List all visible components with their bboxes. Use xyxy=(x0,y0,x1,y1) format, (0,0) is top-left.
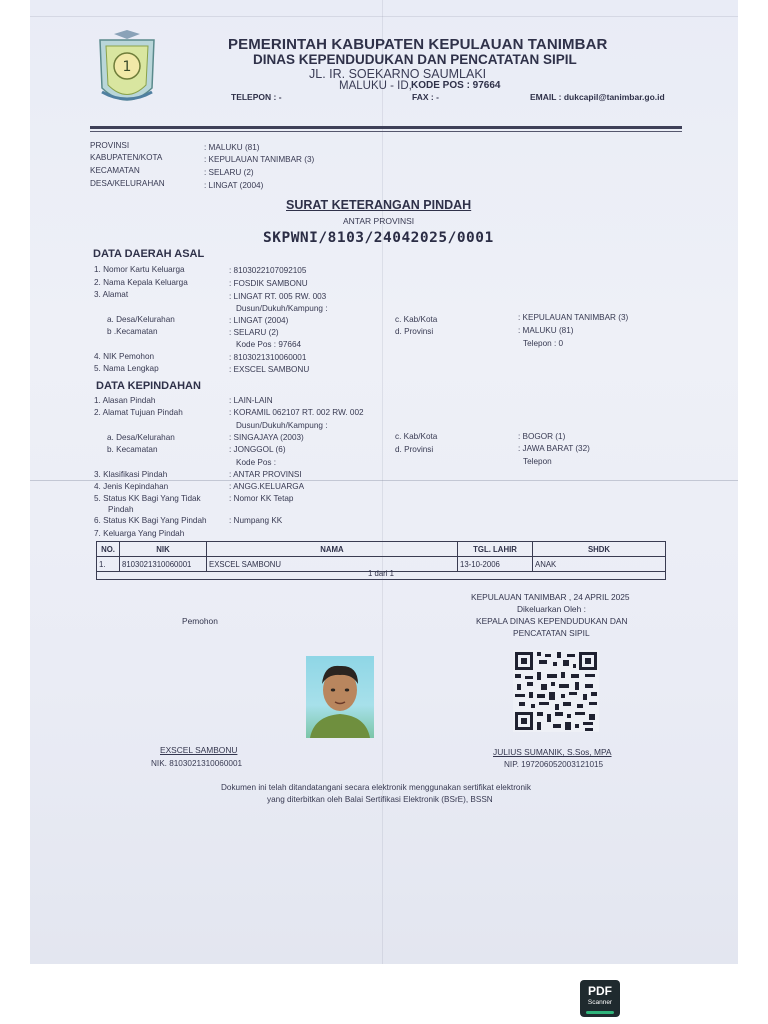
page-indicator: 1 dari 1 xyxy=(96,568,666,580)
field-value: : KEPULAUAN TANIMBAR (3) xyxy=(518,313,629,322)
field-value: : JONGGOL (6) xyxy=(229,445,286,454)
field-label: d. Provinsi xyxy=(395,445,434,454)
field-value: : Nomor KK Tetap xyxy=(229,494,294,503)
field-label: d. Provinsi xyxy=(395,327,434,336)
applicant-label: Pemohon xyxy=(182,616,218,626)
logo-accent xyxy=(586,1011,614,1014)
svg-text:1: 1 xyxy=(122,59,132,75)
header-phone: TELEPON : - xyxy=(231,92,282,102)
field-label: 6. Status KK Bagi Yang Pindah xyxy=(94,516,207,525)
official-name: JULIUS SUMANIK, S.Sos, MPA xyxy=(493,747,612,757)
field-label: 1. Nomor Kartu Keluarga xyxy=(94,265,185,274)
header-line2: DINAS KEPENDUDUKAN DAN PENCATATAN SIPIL xyxy=(253,52,577,67)
region-value: : LINGAT (2004) xyxy=(204,181,264,190)
fold-line xyxy=(30,480,738,481)
field-value: : JAWA BARAT (32) xyxy=(518,444,590,453)
section-heading-move: DATA KEPINDAHAN xyxy=(96,380,201,392)
fold-line xyxy=(382,0,383,964)
region-label: KABUPATEN/KOTA xyxy=(90,153,163,162)
e-sign-note: Dokumen ini telah ditandatangani secara elektronik menggunakan sertifikat elektronik xyxy=(221,783,531,792)
column-header: NIK xyxy=(120,542,207,557)
official-title: KEPALA DINAS KEPENDUDUKAN DAN xyxy=(476,616,628,626)
field-label: Pindah xyxy=(108,505,134,514)
field-label: 5. Status KK Bagi Yang Tidak xyxy=(94,494,201,503)
regency-emblem-icon xyxy=(94,30,160,114)
field-label: b. Kecamatan xyxy=(107,445,158,454)
official-title: PENCATATAN SIPIL xyxy=(513,628,590,638)
region-label: KECAMATAN xyxy=(90,166,140,175)
field-label: 1. Alasan Pindah xyxy=(94,396,156,405)
column-header: NAMA xyxy=(207,542,458,557)
logo-subtext: Scanner xyxy=(587,999,613,1006)
header-divider xyxy=(90,131,682,132)
field-label: a. Desa/Kelurahan xyxy=(107,433,175,442)
applicant-photo xyxy=(306,656,374,738)
header-fax: FAX : - xyxy=(412,92,439,102)
field-sublabel: Kode Pos : 97664 xyxy=(236,340,302,349)
field-value: : LAIN-LAIN xyxy=(229,396,273,405)
field-value: : Numpang KK xyxy=(229,516,283,525)
field-label: 4. NIK Pemohon xyxy=(94,352,155,361)
place-date: KEPULAUAN TANIMBAR , 24 APRIL 2025 xyxy=(471,592,630,602)
qr-code-icon xyxy=(513,650,599,732)
field-label: 5. Nama Lengkap xyxy=(94,364,159,373)
table-header-row xyxy=(97,542,666,557)
header-line1: PEMERINTAH KABUPATEN KEPULAUAN TANIMBAR xyxy=(228,36,608,53)
field-value: : FOSDIK SAMBONU xyxy=(229,279,308,288)
field-sublabel: Telepon : 0 xyxy=(523,339,564,348)
field-label: 4. Jenis Kepindahan xyxy=(94,482,169,491)
official-nip: NIP. 197206052003121015 xyxy=(504,760,604,769)
table-cell: ANAK xyxy=(533,557,666,572)
field-sublabel: Dusun/Dukuh/Kampung : xyxy=(236,304,328,313)
field-value: : KORAMIL 062107 RT. 002 RW. 002 xyxy=(229,408,364,417)
field-label: c. Kab/Kota xyxy=(395,315,438,324)
region-value: : SELARU (2) xyxy=(204,168,254,177)
field-value: : 8103022107092105 xyxy=(229,266,307,275)
field-value: : SELARU (2) xyxy=(229,328,279,337)
field-value: : LINGAT RT. 005 RW. 003 xyxy=(229,292,327,301)
field-label: 2. Alamat Tujuan Pindah xyxy=(94,408,183,417)
field-label: b .Kecamatan xyxy=(107,327,158,336)
document-title: SURAT KETERANGAN PINDAH xyxy=(286,198,472,212)
field-label: 7. Keluarga Yang Pindah xyxy=(94,529,185,538)
e-sign-note: yang diterbitkan oleh Balai Sertifikasi Elektronik (BSrE), BSSN xyxy=(267,795,493,804)
field-label: c. Kab/Kota xyxy=(395,432,438,441)
column-header: SHDK xyxy=(533,542,666,557)
field-value: : LINGAT (2004) xyxy=(229,316,289,325)
header-postal: KODE POS : 97664 xyxy=(411,80,501,91)
header-email: EMAIL : dukcapil@tanimbar.go.id xyxy=(530,92,665,102)
field-value: : BOGOR (1) xyxy=(518,432,566,441)
field-sublabel: Telepon xyxy=(523,457,552,466)
field-sublabel: Kode Pos : xyxy=(236,458,277,467)
issued-by: Dikeluarkan Oleh : xyxy=(517,604,586,614)
applicant-name: EXSCEL SAMBONU xyxy=(160,745,238,755)
table-cell: EXSCEL SAMBONU xyxy=(207,557,458,572)
document-sheet xyxy=(30,0,738,964)
field-value: : ANTAR PROVINSI xyxy=(229,470,302,479)
field-value: : MALUKU (81) xyxy=(518,326,574,335)
logo-text: PDF xyxy=(588,984,612,998)
pdf-scanner-logo xyxy=(580,980,620,1017)
field-value: : EXSCEL SAMBONU xyxy=(229,365,310,374)
region-label: PROVINSI xyxy=(90,141,130,150)
fold-line xyxy=(30,16,738,17)
table-cell: 1. xyxy=(97,557,120,572)
section-heading-origin: DATA DAERAH ASAL xyxy=(93,248,205,260)
header-divider xyxy=(90,126,682,129)
field-label: a. Desa/Kelurahan xyxy=(107,315,175,324)
table-cell: 8103021310060001 xyxy=(120,557,207,572)
field-value: : ANGG.KELUARGA xyxy=(229,482,305,491)
field-label: 3. Alamat xyxy=(94,290,129,299)
field-value: : SINGAJAYA (2003) xyxy=(229,433,304,442)
header-address: JL. IR. SOEKARNO SAUMLAKI xyxy=(309,67,487,81)
field-sublabel: Dusun/Dukuh/Kampung : xyxy=(236,421,328,430)
region-value: : MALUKU (81) xyxy=(204,143,260,152)
document-subtitle: ANTAR PROVINSI xyxy=(343,216,415,226)
column-header: NO. xyxy=(97,542,120,557)
field-label: 3. Klasifikasi Pindah xyxy=(94,470,168,479)
field-label: 2. Nama Kepala Keluarga xyxy=(94,278,188,287)
region-label: DESA/KELURAHAN xyxy=(90,179,165,188)
table-cell: 13-10-2006 xyxy=(458,557,533,572)
header-city: MALUKU - ID, xyxy=(339,80,412,92)
field-value: : 8103021310060001 xyxy=(229,353,307,362)
applicant-nik: NIK. 8103021310060001 xyxy=(151,759,243,768)
region-value: : KEPULAUAN TANIMBAR (3) xyxy=(204,155,315,164)
document-number: SKPWNI/8103/24042025/0001 xyxy=(263,230,494,246)
column-header: TGL. LAHIR xyxy=(458,542,533,557)
